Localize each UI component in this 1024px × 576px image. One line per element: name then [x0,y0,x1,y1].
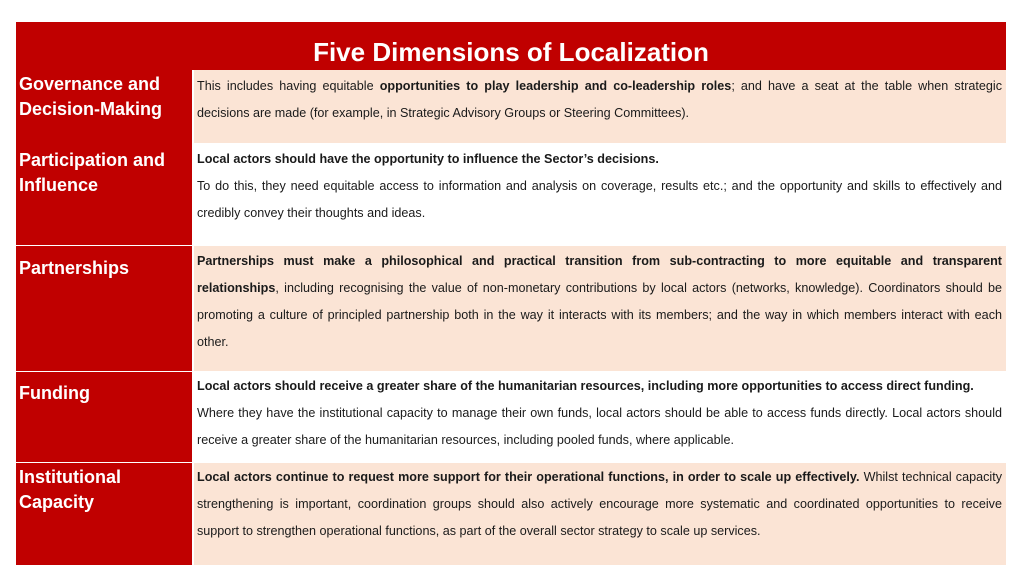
content-bold-text: Local actors continue to request more support for their operational functions, in order to scale up effectively. [197,470,860,484]
content-text: Whilst technical capacity strengthening is important, coordination groups should also actively encourage more systematic and coordinated opportunities to receive support to strengthen operational functions, as part of the overall sector strategy to scale up services. [197,470,1002,538]
content-text: This includes having equitable [197,79,380,93]
row-content-institutional-capacity [194,463,1006,565]
content-bold-text: Local actors should receive a greater share of the humanitarian resources, including more opportunities to access direct funding. [197,379,974,393]
row-content-funding [194,372,1006,462]
row-content-participation [194,143,1006,245]
content-bold-text: Local actors should have the opportunity to influence the Sector’s decisions. [197,152,659,166]
content-text: To do this, they need equitable access to information and analysis on coverage, results etc.; and the opportunity and skills to effectively and credibly convey their thoughts and ideas. [197,179,1002,220]
content-bold-text: Partnerships must make a philosophical and practical transition from sub-contracting to more equitable and transparent relationships [197,254,1002,295]
content-text: Where they have the institutional capacity to manage their own funds, local actors should be able to access funds directly. Local actors should receive a greater share of the humanitarian resources, including pooled funds, where applicable. [197,406,1002,447]
table-row [16,70,1006,143]
row-label-institutional-capacity: Institutional Capacity [16,463,192,565]
content-text: , including recognising the value of non-monetary contributions by local actors (networks, knowledge). Coordinators should be promoting a culture of principled partnership both in the way it interacts with its members; and the way in which members interact with each other. [197,281,1002,349]
row-label-participation: Participation and Influence [16,143,192,245]
row-label-partnerships: Partnerships [16,246,192,371]
row-content-governance [194,70,1006,143]
table-row [16,463,1006,565]
table-row [16,246,1006,371]
row-content-partnerships [194,246,1006,371]
row-label-governance: Governance and Decision-Making [16,70,192,143]
table-row [16,372,1006,462]
content-text: ; and have a seat at the table when strategic decisions are made (for example, in Strategic Advisory Groups or Steering Committees). [197,79,1003,120]
table-row [16,143,1006,245]
content-bold-text: opportunities to play leadership and co-leadership roles [379,79,732,93]
row-label-funding: Funding [16,372,192,462]
localization-table [16,22,1006,565]
table-title: Five Dimensions of Localization [16,22,1006,70]
